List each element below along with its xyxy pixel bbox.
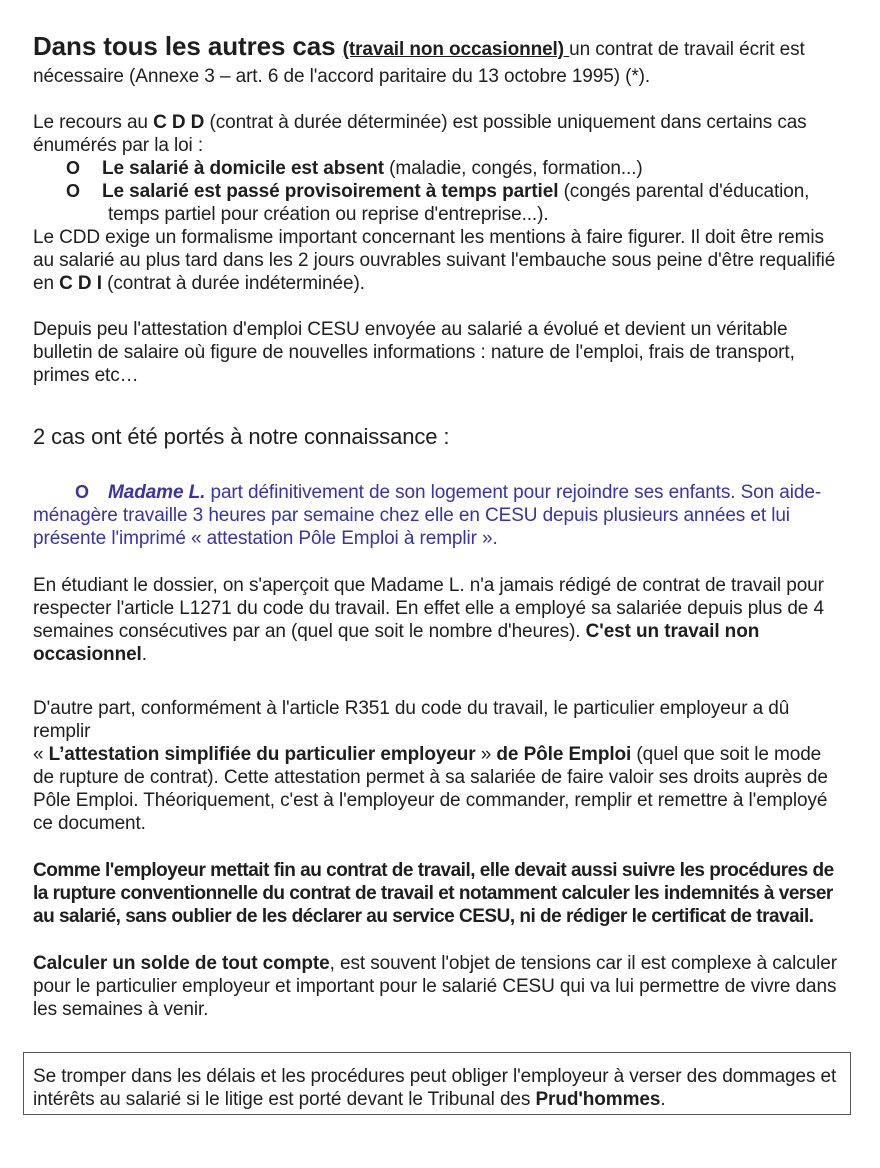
case-madame-text: part définitivement de son logement pour rejoindre ses enfants. Son aide-ménagère travaille 3 heures par semaine chez elle en CESU depuis plusieurs années et lui présente l'imprimé « attestation Pôle Emploi à remplir ». <box>33 482 822 549</box>
cdi-abbreviation: C D I <box>59 273 108 294</box>
formalisme-pre-text: Le CDD exige un formalisme important concernant les mentions à faire figurer. Il doit être remis au salarié au plus tard dans les 2 jours ouvrables suivant l'embauche sous peine d'être requalifié en <box>33 227 836 294</box>
solde-post-text: , est souvent l'objet de tensions car il est complexe à calculer pour le particulier employeur et important pour le salarié CESU qui va lui permettre de vivre dans les semaines à venir. <box>33 953 837 1020</box>
solde-bold-text: Calculer un solde de tout compte <box>33 953 330 974</box>
madame-name: Madame L. <box>108 482 206 503</box>
cdd-formalisme-paragraph <box>33 226 845 295</box>
circle-bullet-icon: O <box>66 158 80 178</box>
case-madame-paragraph <box>33 481 845 550</box>
intro-tail-line2: nécessaire (Annexe 3 – art. 6 de l'accord paritaire du 13 octobre 1995) (*). <box>33 66 651 87</box>
bullet-bold-text: Le salarié est passé provisoirement à temps partiel <box>102 181 564 202</box>
formalisme-post-text: (contrat à durée indéterminée). <box>107 273 365 294</box>
intro-paragraph <box>33 33 845 90</box>
cdd-abbreviation: C D D <box>153 112 210 133</box>
warning-text <box>33 1065 840 1111</box>
warning-pre-text: Se tromper dans les délais et les procédures peut obliger l'employeur à verser des dommages et intérêts au salarié si le litige est porté devant le Tribunal des <box>33 1066 837 1110</box>
warning-post-text: . <box>660 1089 666 1110</box>
bullet-detail-text: (maladie, congés, formation...) <box>389 158 643 179</box>
quote-open: « <box>33 744 49 765</box>
bullet-bold-text: Le salarié à domicile est absent <box>102 158 390 179</box>
intro-underlined-text: (travail non occasionnel) <box>342 39 570 60</box>
quote-close: » <box>475 744 497 765</box>
attestation-paragraph <box>33 697 845 835</box>
autre-part-line1: D'autre part, conformément à l'article R351 du code du travail, le particulier employeur a dû remplir <box>33 698 790 742</box>
prudhommes-text: Prud'hommes <box>535 1089 661 1110</box>
list-item <box>33 180 845 226</box>
intro-lead-text: Dans tous les autres cas <box>33 31 343 61</box>
bullet-detail-text: (congés parental d'éducation, temps partiel pour création ou reprise d'entreprise...). <box>108 181 810 225</box>
warning-box <box>23 1052 851 1115</box>
travail-non-occasionnel-text: C'est un travail non occasionnel <box>33 621 760 665</box>
pole-emploi-text: de Pôle Emploi <box>496 744 632 765</box>
section-heading: 2 cas ont été portés à notre connaissance : <box>33 424 450 449</box>
attestation-tail-text: (quel que soit le mode de rupture de contrat). Cette attestation permet à sa salariée de faire valoir ses droits auprès de Pôle Emploi. Théoriquement, c'est à l'employeur de commander, remplir et remettre à l'employé ce document. <box>33 744 828 834</box>
list-item <box>33 157 845 180</box>
intro-tail-line1: un contrat de travail écrit est <box>569 39 805 60</box>
dossier-analysis-paragraph <box>33 574 845 666</box>
recours-pre-text: Le recours au <box>33 112 154 133</box>
cesu-evolution-paragraph: Depuis peu l'attestation d'emploi CESU envoyée au salarié a évolué et devient un véritable bulletin de salaire où figure de nouvelles informations : nature de l'emploi, frais de transport, primes etc… <box>33 319 795 386</box>
circle-bullet-icon: O <box>66 181 80 201</box>
recours-post-text: (contrat à durée déterminée) est possible uniquement dans certains cas énumérés par la loi : <box>33 112 807 156</box>
circle-bullet-icon: O <box>75 482 89 502</box>
rupture-procedure-paragraph: Comme l'employeur mettait fin au contrat de travail, elle devait aussi suivre les procédures de la rupture conventionnelle du contrat de travail et notamment calculer les indemnités à verser au salarié, sans oublier de les déclarer au service CESU, ni de rédiger le certificat de travail. <box>33 860 834 927</box>
cdd-cases-list <box>33 157 845 226</box>
etude-post-text: . <box>141 644 147 665</box>
cdd-recours-paragraph <box>33 111 845 157</box>
etude-pre-text: En étudiant le dossier, on s'aperçoit que Madame L. n'a jamais rédigé de contrat de travail pour respecter l'article L1271 du code du travail. En effet elle a employé sa salariée depuis plus de 4 semaines consécutives par an (quel que soit le nombre d'heures). <box>33 575 824 642</box>
attestation-title-text: L’attestation simplifiée du particulier employeur <box>48 744 476 765</box>
solde-paragraph <box>33 952 845 1021</box>
